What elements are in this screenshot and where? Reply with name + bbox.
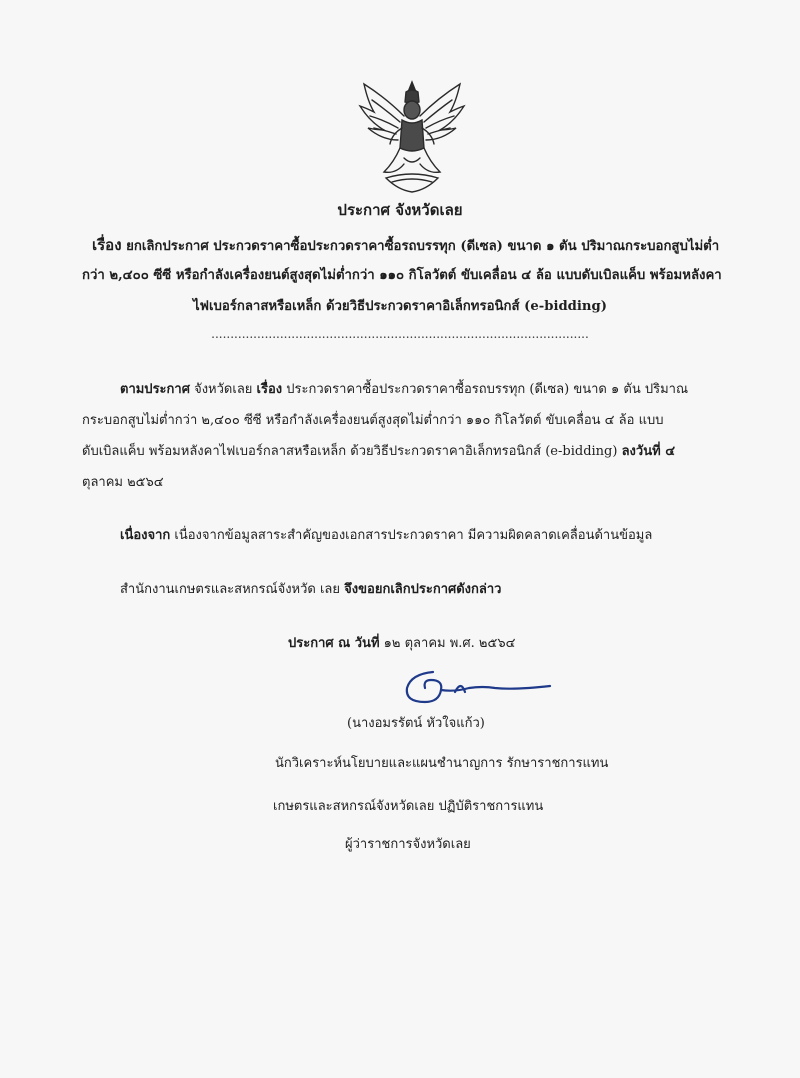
- subject-label: เรื่อง: [92, 236, 122, 254]
- paragraph-1-line-4: ตุลาคม ๒๕๖๔: [82, 475, 164, 490]
- paragraph-1-text: ประกวดราคาซื้อประกวดราคาซื้อรถบรรทุก (ดีเซล) ขนาด ๑ ตัน ปริมาณ: [286, 382, 689, 397]
- subject-text-1: ยกเลิกประกาศ ประกวดราคาซื้อประกวดราคาซื้อรถบรรทุก (ดีเซล) ขนาด ๑ ตัน ปริมาณกระบอกสูบไม่ต่ำ: [126, 239, 720, 254]
- announcement-date-label: ประกาศ ณ วันที่: [288, 636, 380, 651]
- subject-line-1: [92, 233, 719, 257]
- announcement-date-value: ๑๒ ตุลาคม พ.ศ. ๒๕๖๔: [383, 636, 516, 651]
- paragraph-1-line-3: [82, 440, 675, 461]
- paragraph-3: [120, 578, 501, 599]
- garuda-emblem-icon: [356, 78, 468, 194]
- paragraph-2-text: เนื่องจากข้อมูลสาระสำคัญของเอกสารประกวดราคา มีความผิดคลาดเคลื่อนด้านข้อมูล: [174, 528, 653, 543]
- subject-text-2: กว่า ๒,๔๐๐ ซีซี หรือกำลังเครื่องยนต์สูงสุดไม่ต่ำกว่า ๑๑๐ กิโลวัตต์ ขับเคลื่อน ๔ ล้อ แบบดับเบิลแค็บ พร้อมหลังคา: [82, 268, 722, 283]
- paragraph-1-label: ตามประกาศ: [120, 382, 190, 397]
- paragraph-3-bold: จึงขอยกเลิกประกาศดังกล่าว: [344, 582, 502, 597]
- signer-name: (นางอมรรัตน์ หัวใจแก้ว): [347, 716, 485, 731]
- announcement-date: [288, 632, 515, 653]
- paragraph-3-text: สำนักงานเกษตรและสหกรณ์จังหวัด เลย: [120, 582, 341, 597]
- paragraph-1-subject-label: เรื่อง: [256, 382, 283, 397]
- signer-position-1: นักวิเคราะห์นโยบายและแผนชำนาญการ รักษาราชการแทน: [275, 756, 609, 771]
- signer-position-3: ผู้ว่าราชการจังหวัดเลย: [345, 837, 471, 852]
- paragraph-2: [120, 524, 652, 545]
- subject-text-3: ไฟเบอร์กลาสหรือเหล็ก ด้วยวิธีประกวดราคาอิเล็กทรอนิกส์ (e-bidding): [193, 299, 607, 314]
- handwritten-signature-icon: [395, 662, 555, 712]
- paragraph-1-province: จังหวัดเลย: [194, 382, 253, 397]
- paragraph-2-label: เนื่องจาก: [120, 528, 171, 543]
- paragraph-1-line-3-text: ดับเบิลแค็บ พร้อมหลังคาไฟเบอร์กลาสหรือเหล็ก ด้วยวิธีประกวดราคาอิเล็กทรอนิกส์ (e-bidding): [82, 444, 618, 459]
- paragraph-1-line-1: [120, 378, 688, 399]
- page-title: ประกาศ จังหวัดเลย: [337, 201, 463, 219]
- signer-position-2: เกษตรและสหกรณ์จังหวัดเลย ปฏิบัติราชการแทน: [273, 799, 544, 814]
- dotted-divider: ...................................................................................................: [211, 327, 589, 341]
- paragraph-1-line-2: กระบอกสูบไม่ต่ำกว่า ๒,๔๐๐ ซีซี หรือกำลังเครื่องยนต์สูงสุดไม่ต่ำกว่า ๑๑๐ กิโลวัตต์ ขับเคลื่อน ๔ ล้อ แบบ: [82, 413, 664, 428]
- paragraph-1-date-label: ลงวันที่ ๔: [621, 444, 676, 459]
